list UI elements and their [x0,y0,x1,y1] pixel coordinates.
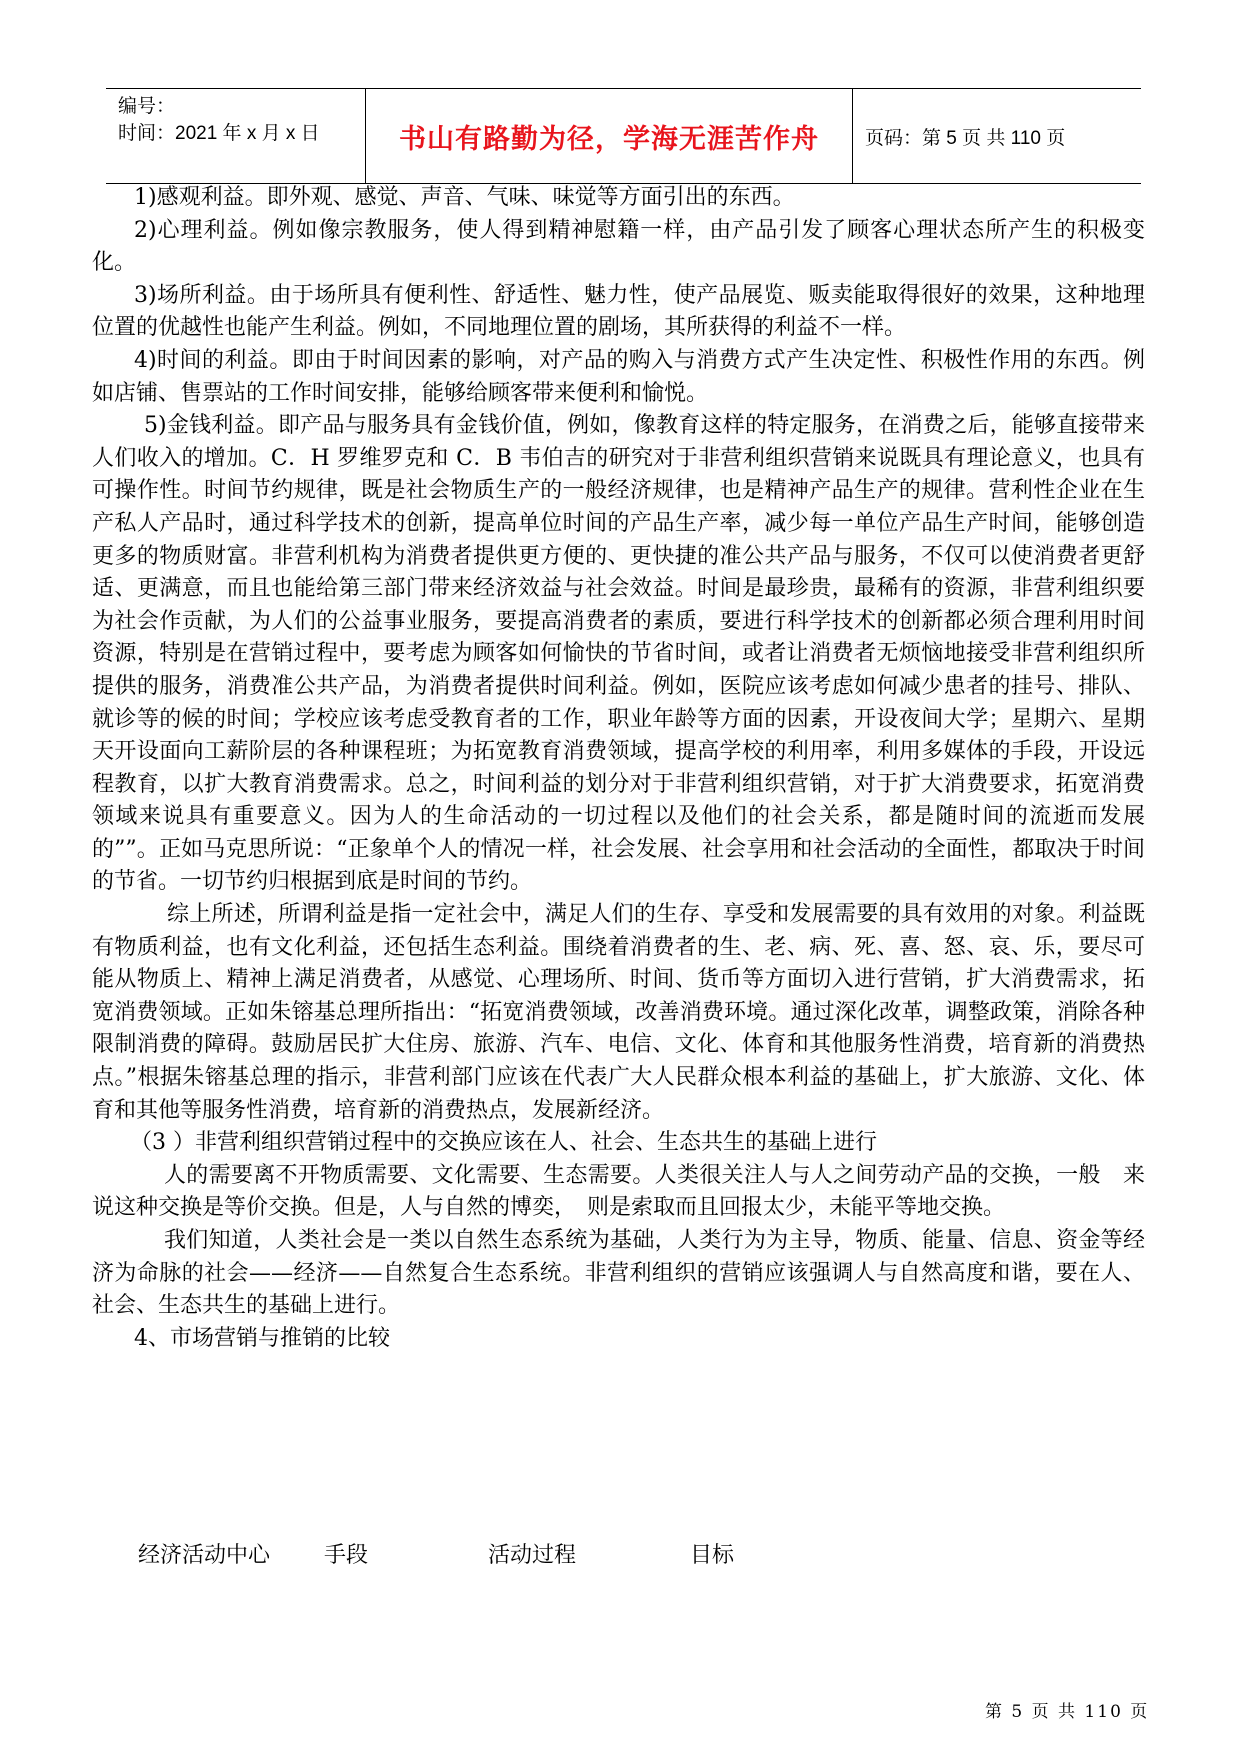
page-footer: 第 5 页 共 110 页 [985,1702,1150,1722]
document-number-label: 编号： [118,96,176,117]
table-header-cell: 手段 [324,1543,369,1568]
section-heading: （3 ）非营利组织营销过程中的交换应该在人、社会、生态共生的基础上进行 [130,1130,877,1156]
table-header-cell: 目标 [690,1543,735,1568]
document-time: 时间：2021 年 x 月 x 日 [118,123,320,144]
table-header-cell: 活动过程 [488,1543,577,1568]
paragraph: 5)金钱利益。即产品与服务具有金钱价值，例如，像教育这样的特定服务，在消费之后，能够直接带来人们收入的增加。C．H 罗维罗克和 C．B 韦伯吉的研究对于非营利组织营销来说既具有理论意义，也具有可操作性。时间节约规律，既是社会物质生产的一般经济规律，也是精神产品生产的规律。营利性企业在生产私人产品时，通过科学技术的创新，提高单位时间的产品生产率，减少每一单位产品生产时间，能够创造更多的物质财富。非营利机构为消费者提供更方便的、更快捷的准公共产品与服务，不仅可以使消费者更舒适、更满意，而且也能给第三部门带来经济效益与社会效益。时间是最珍贵，最稀有的资源，非营利组织要为社会作贡献，为人们的公益事业服务，要提高消费者的素质，要进行科学技术的创新都必须合理利用时间资源，特别是在营销过程中，要考虑为顾客如何愉快的节省时间，或者让消费者无烦恼地接受非营利组织所提供的服务，消费准公共产品，为消费者提供时间利益。例如，医院应该考虑如何减少患者的挂号、排队、就诊等的候的时间；学校应该考虑受教育者的工作，职业年龄等方面的因素，开设夜间大学；星期六、星期天开设面向工薪阶层的各种课程班；为拓宽教育消费领域，提高学校的利用率，利用多媒体的手段，开设远程教育，以扩大教育消费需求。总之，时间利益的划分对于非营利组织营销，对于扩大消费要求，拓宽消费领域来说具有重要意义。因为人的生命活动的一切过程以及他们的社会关系，都是随时间的流逝而发展的””。正如马克思所说：“正象单个人的情况一样，社会发展、社会享用和社会活动的全面性，都取决于时间的节省。一切节约归根据到底是时间的节约。 [92,413,1145,895]
page-header [106,88,1141,184]
paragraph: 1)感观利益。即外观、感觉、声音、气味、味觉等方面引出的东西。 [134,185,795,210]
header-motto: 书山有路勤为径，学海无涯苦作舟 [366,89,853,183]
header-meta [106,89,366,183]
section-heading: 4、市场营销与推销的比较 [134,1325,390,1351]
table-header-cell: 经济活动中心 [138,1543,271,1568]
comparison-table-header [138,1538,1038,1570]
header-page-info: 页码：第 5 页 共 110 页 [865,127,1066,149]
paragraph: 4)时间的利益。即由于时间因素的影响，对产品的购入与消费方式产生决定性、积极性作用的东西。例如店铺、售票站的工作时间安排，能够给顾客带来便利和愉悦。 [92,347,1145,406]
paragraph: 人的需要离不开物质需要、文化需要、生态需要。人类很关注人与人之间劳动产品的交换，一般 来说这种交换是等价交换。但是，人与自然的博奕， 则是索取而且回报太少，未能平等地交换。 [92,1162,1145,1221]
paragraph: 综上所述，所谓利益是指一定社会中，满足人们的生存、享受和发展需要的具有效用的对象。利益既有物质利益，也有文化利益，还包括生态利益。围绕着消费者的生、老、病、死、喜、怒、哀、乐，要尽可能从物质上、精神上满足消费者，从感觉、心理场所、时间、货币等方面切入进行营销，扩大消费需求，拓宽消费领域。正如朱镕基总理所指出：“拓宽消费领域，改善消费环境。通过深化改革，调整政策，消除各种限制消费的障碍。鼓励居民扩大住房、旅游、汽车、电信、文化、体育和其他服务性消费，培育新的消费热点。”根据朱镕基总理的指示，非营利部门应该在代表广大人民群众根本利益的基础上，扩大旅游、文化、体育和其他等服务性消费，培育新的消费热点，发展新经济。 [92,902,1145,1123]
document-body [92,182,1145,1355]
paragraph: 2)心理利益。例如像宗教服务，使人得到精神慰籍一样，由产品引发了顾客心理状态所产生的积极变化。 [92,217,1145,276]
paragraph: 我们知道，人类社会是一类以自然生态系统为基础，人类行为为主导，物质、能量、信息、资金等经济为命脉的社会——经济——自然复合生态系统。非营利组织的营销应该强调人与自然高度和谐，要在人、社会、生态共生的基础上进行。 [92,1228,1145,1319]
paragraph: 3)场所利益。由于场所具有便利性、舒适性、魅力性，使产品展览、贩卖能取得很好的效果，这种地理位置的优越性也能产生利益。例如，不同地理位置的剧场，其所获得的利益不一样。 [92,282,1145,341]
